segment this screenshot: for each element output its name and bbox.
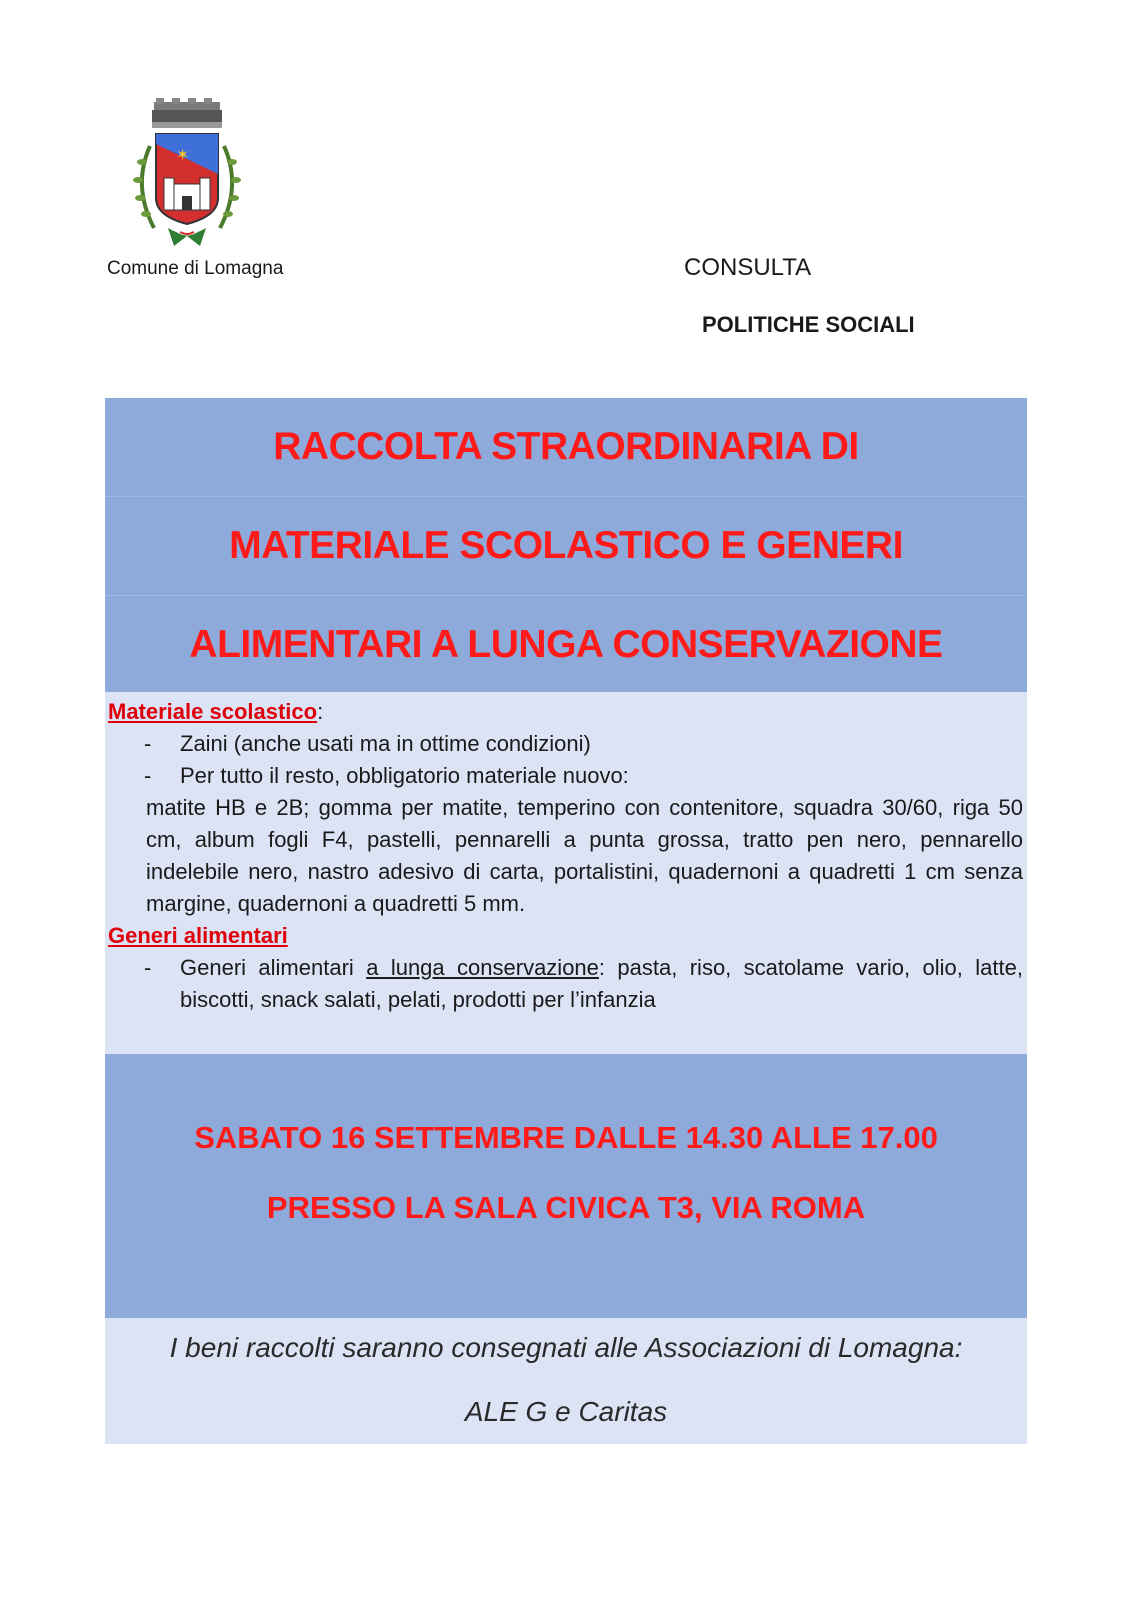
svg-text:✶: ✶: [176, 145, 190, 164]
food-item-rest: : pasta, riso, scatolame vario, olio, latte, biscotti, snack salati, pelati, prodotti per l’infanzia: [180, 955, 1023, 1012]
school-detail: matite HB e 2B; gomma per matite, temperino con contenitore, squadra 30/60, riga 50 cm, album fogli F4, pastelli, pennarelli a punta grossa, tratto pen nero, pennarello indelebile nero, nastro adesivo di carta, portalistini, quadernoni a quadretti 1 cm senza margine, quadernoni a quadretti 5 mm.: [146, 795, 1023, 916]
consulta-label: CONSULTA: [684, 254, 812, 281]
list-item: - Per tutto il resto, obbligatorio materiale nuovo:: [144, 763, 629, 788]
school-item-2: Per tutto il resto, obbligatorio materiale nuovo:: [180, 763, 629, 788]
municipal-crest-icon: [128, 96, 246, 248]
school-item-1: Zaini (anche usati ma in ottime condizioni): [180, 731, 591, 756]
event-panel: [105, 1054, 1027, 1318]
title-line-1: RACCOLTA STRAORDINARIA DI: [273, 425, 859, 468]
title-line-2: MATERIALE SCOLASTICO E GENERI: [105, 496, 1027, 595]
list-item: - Zaini (anche usati ma in ottime condizioni): [144, 731, 591, 756]
food-item-prefix: Generi alimentari: [180, 955, 367, 980]
school-heading: Materiale scolastico: [108, 699, 318, 724]
list-item: - Generi alimentari a lunga conservazione: pasta, riso, scatolame vario, olio, latte, biscotti, snack salati, pelati, prodotti per l’infanzia: [144, 955, 1023, 1012]
municipality-name: Comune di Lomagna: [107, 258, 284, 279]
title-line-3: ALIMENTARI A LUNGA CONSERVAZIONE: [105, 595, 1027, 694]
committee-label: POLITICHE SOCIALI: [702, 312, 915, 337]
food-item-underlined: a lunga conservazione: [366, 955, 599, 980]
footer-line-2: ALE G e Caritas: [464, 1396, 668, 1427]
title-panel: [105, 398, 1027, 692]
event-location: PRESSO LA SALA CIVICA T3, VIA ROMA: [266, 1190, 866, 1225]
footer-line-1: I beni raccolti saranno consegnati alle Associazioni di Lomagna:: [169, 1332, 963, 1363]
event-date: SABATO 16 SETTEMBRE DALLE 14.30 ALLE 17.00: [194, 1120, 938, 1155]
food-section-heading: [108, 920, 1027, 952]
footer-panel: [105, 1318, 1027, 1444]
items-panel: [105, 692, 1027, 1054]
school-section-heading: Materiale scolastico:: [108, 699, 324, 724]
food-heading: Generi alimentari: [108, 923, 288, 948]
